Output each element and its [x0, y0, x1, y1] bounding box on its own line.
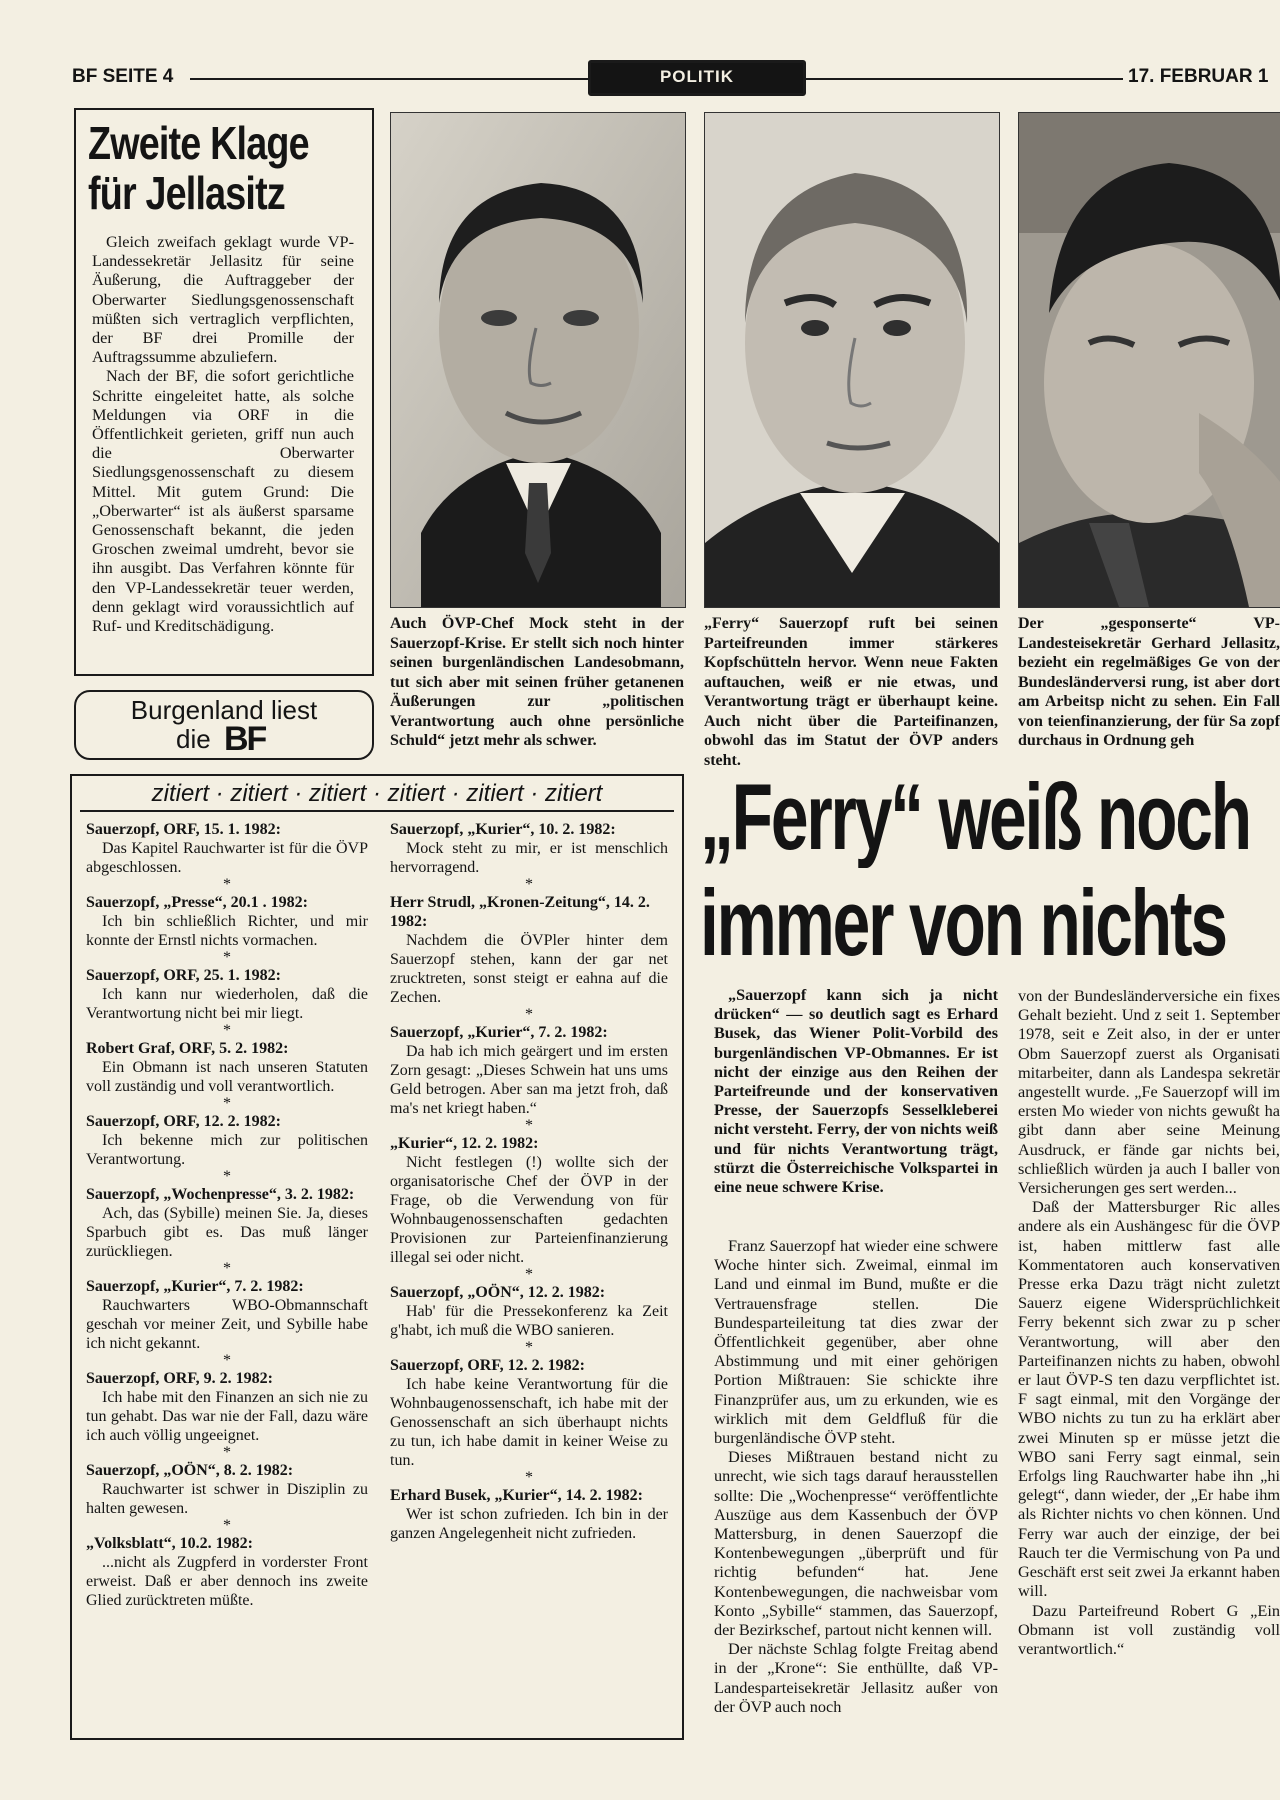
klage-paragraph: Nach der BF, die sofort gerichtliche Schritte eingeleitet hatte, als solche Meldungen via ORF in die Öffentlichkeit gerieten, griff nun auch die Oberwarter Siedlungsgenossenschaft zu diesem Mittel. Mit gutem Grund: Die „Oberwarter“ ist als äußerst sparsame Genossenschaft bekannt, die jeden Groschen zweimal umdreht, bevor sie ihn ausgibt. Das Verfahren könnte für den VP-Landessekretär teuer werden, denn geklagt wird voraussichtlich auf Ruf- und Kreditschädigung. [92, 366, 354, 636]
quote-item [390, 893, 668, 1007]
quote-item [86, 1185, 368, 1261]
main-lead [714, 986, 998, 1197]
quote-source: Sauerzopf, „Wochenpresse“, 3. 2. 1982: [86, 1186, 355, 1203]
portrait-jellasitz-image [1019, 113, 1280, 607]
quote-item [86, 1534, 368, 1610]
zitiert-box [70, 774, 684, 1740]
quote-text: Nachdem die ÖVPler hinter dem Sauerzopf stehen, kann der gar net zrucktreten, sonst steigt er eahna auf die Zechen. [390, 932, 668, 1006]
quote-text: Das Kapitel Rauchwarter ist für die ÖVP abgeschlossen. [86, 840, 368, 876]
quote-item [86, 1369, 368, 1445]
quote-item [390, 1023, 668, 1118]
quote-text: Ich bin schließlich Richter, und mir konnte der Ernstl nichts vormachen. [86, 913, 368, 949]
quote-separator-star: * [223, 1260, 231, 1277]
zitiert-column-2 [390, 820, 668, 1543]
quote-separator-star: * [525, 1117, 533, 1134]
quote-source: Sauerzopf, „OÖN“, 12. 2. 1982: [390, 1284, 606, 1301]
quote-source: Herr Strudl, „Kronen-Zeitung“, 14. 2. 1982: [390, 894, 650, 930]
quote-source: Erhard Busek, „Kurier“, 14. 2. 1982: [390, 1487, 643, 1504]
quote-item [390, 1134, 668, 1267]
caption-sauerzopf: „Ferry“ Sauerzopf ruft bei seinen Parteifreunden immer stärkeres Kopfschütteln hervor. Wenn neue Fakten auftauchen, weiß er nie etwas, und Verantwortung trägt er überhaupt keine. Auch nicht über die Parteifinanzen, obwohl das im Statut der ÖVP anders steht. [704, 615, 998, 769]
quote-source: Sauerzopf, „Kurier“, 10. 2. 1982: [390, 821, 616, 838]
quote-separator-star: * [223, 1022, 231, 1039]
quote-source: Sauerzopf, ORF, 15. 1. 1982: [86, 821, 281, 838]
main-headline-line1: „Ferry“ weiß noch [700, 768, 1250, 868]
quote-source: Sauerzopf, ORF, 12. 2. 1982: [86, 1113, 281, 1130]
promo-box [74, 690, 374, 760]
page-number: BF SEITE 4 [72, 66, 174, 87]
quote-source: „Kurier“, 12. 2. 1982: [390, 1135, 539, 1152]
quote-separator-star: * [223, 949, 231, 966]
article-paragraph: Dieses Mißtrauen bestand nicht zu unrecht, wie sich tags darauf herausstellen sollte: Die „Wochenpresse“ veröffentlichte Auszüge aus dem Kassenbuch der ÖVP Mattersburg, in denen Sauerzopf die Kontenbewegungen „überprüft und für richtig befunden“ hat. Jene Kontenbewegungen, die nachweisbar vom Konto „Sybille“ stammen, das Sauerzopf, der Bezirkschef, partout nicht kennen will. [714, 1447, 998, 1640]
header-rule-left [190, 78, 588, 80]
issue-date: 17. FEBRUAR 1 [1128, 66, 1269, 87]
main-headline-2 [700, 874, 1280, 974]
quote-text: Ich habe mit den Finanzen an sich nie zu tun gehabt. Das war nie der Fall, dazu wäre ich auch völlig ungeeignet. [86, 1389, 368, 1444]
klage-headline-line1: Zweite Klage [88, 117, 309, 169]
quote-text: Hab' für die Pressekonferenz ka Zeit g'habt, ich muß die WBO sanieren. [390, 1303, 668, 1339]
quote-text: Ein Obmann ist nach unseren Statuten voll zuständig und voll verantwortlich. [86, 1059, 368, 1095]
article-paragraph: von der Bundesländerversiche ein fixes Gehalt bezieht. Und z seit 1. September 1978, seit e Zeit also, in der er unter Obm Sauerzopf zuerst als Organisati mitarbeiter, dann als Landespa sekretär angestellt wurde. „Fe Sauerzopf will im ersten Mo wieder von nichts gewußt ha gibt dann aber seine Meinung Ausdruck, er fände gar nichts bei, schließlich würden ja auch I baller von Versicherungen ges sert werden... [1018, 986, 1280, 1198]
quote-text: ...nicht als Zugpferd in vorderster Front erweist. Daß er aber dennoch ins zweite Glied zurücktreten müßte. [86, 1554, 368, 1609]
quote-item [86, 1277, 368, 1353]
quote-text: Ich kann nur wiederholen, daß die Verantwortung nicht bei mir liegt. [86, 986, 368, 1022]
main-headline [700, 768, 1280, 868]
quote-item [86, 1112, 368, 1169]
portrait-sauerzopf-image [705, 113, 999, 607]
quote-source: Sauerzopf, ORF, 12. 2. 1982: [390, 1357, 585, 1374]
zitiert-rule [80, 810, 674, 812]
quote-separator-star: * [223, 1352, 231, 1369]
quote-separator-star: * [525, 1266, 533, 1283]
quote-text: Mock steht zu mir, er ist menschlich hervorragend. [390, 840, 668, 876]
quote-separator-star: * [525, 1469, 533, 1486]
klage-box [74, 108, 374, 676]
quote-source: Sauerzopf, „Presse“, 20.1 . 1982: [86, 894, 308, 911]
main-column-2 [1018, 986, 1280, 1746]
main-column-1 [714, 1236, 998, 1716]
zitiert-column-1 [86, 820, 368, 1610]
quote-source: Sauerzopf, „OÖN“, 8. 2. 1982: [86, 1462, 294, 1479]
portrait-mock-image [391, 113, 685, 607]
article-paragraph: Der nächste Schlag folgte Freitag abend in der „Krone“: Sie enthüllte, daß VP-Landesparteisekretär Jellasitz außer von der ÖVP auch noch [714, 1639, 998, 1716]
quote-item [86, 1461, 368, 1518]
quote-item [390, 1283, 668, 1340]
quote-text: Ich bekenne mich zur politischen Verantwortung. [86, 1132, 368, 1168]
quote-separator-star: * [223, 1517, 231, 1534]
promo-line1: Burgenland liest [130, 695, 318, 725]
photo-sauerzopf [704, 112, 1000, 608]
quote-source: Sauerzopf, ORF, 25. 1. 1982: [86, 967, 281, 984]
quote-item [390, 820, 668, 877]
quote-separator-star: * [223, 876, 231, 893]
quote-separator-star: * [223, 1168, 231, 1185]
quote-source: Sauerzopf, „Kurier“, 7. 2. 1982: [390, 1024, 608, 1041]
klage-body [92, 232, 354, 635]
quote-source: „Volksblatt“, 10.2. 1982: [86, 1535, 253, 1552]
quote-text: Ach, das (Sybille) meinen Sie. Ja, dieses Sparbuch gibt es. Das muß länger zurückliegen. [86, 1205, 368, 1260]
quote-item [390, 1356, 668, 1470]
caption-mock: Auch ÖVP-Chef Mock steht in der Sauerzopf-Krise. Er stellt sich noch hinter seinen burgenländischen Landesobmann, tut sich aber mit seinen früher getanenen Äußerungen zur „politischen Verantwortung auch ohne persönliche Schuld“ jetzt mehr als schwer. [390, 615, 684, 749]
quote-separator-star: * [525, 876, 533, 893]
quote-text: Nicht festlegen (!) wollte sich der organisatorische Chef der ÖVP in der Frage, ob die Verwendung von für Wohnbaugenossenschaften gedachten Provisionen zur Parteienfinanzierung illegal sei oder nicht. [390, 1154, 668, 1266]
caption-jellasitz: Der „gesponserte“ VP-Landesteisekretär Gerhard Jellasitz, bezieht ein regelmäßiges Ge von der Bundesländerversi rung, ist aber dort am Arbeitsp nicht zu sehen. Ein Fall von teienfinanzierung, der für Sa zopf durchaus in Ordnung geh [1018, 615, 1280, 749]
quote-text: Da hab ich mich geärgert und im ersten Zorn gesagt: „Dieses Schwein hat uns ums Geld betrogen. Aber san ma jetzt froh, daß ma's net kriegt haben.“ [390, 1043, 668, 1117]
promo-line2: die [176, 724, 211, 754]
quote-item [390, 1486, 668, 1543]
klage-headline-line2: für Jellasitz [88, 167, 285, 219]
section-label: POLITIK [588, 60, 806, 96]
klage-headline [88, 118, 368, 218]
quote-separator-star: * [525, 1339, 533, 1356]
photo-mock [390, 112, 686, 608]
quote-item [86, 1039, 368, 1096]
quote-separator-star: * [525, 1006, 533, 1023]
article-paragraph: Franz Sauerzopf hat wieder eine schwere Woche hinter sich. Zweimal, einmal im Land und einmal im Bund, mußte er die Vertrauensfrage stellen. Die Bundesparteileitung tat dies zwar der Öffentlichkeit gegenüber, aber ohne Abstimmung und mit einer gehörigen Portion Mißtrauen: Sie schickte ihre Finanzprüfer aus, um zu erkunden, wie es wirklich mit dem Geldfluß für die burgenländische ÖVP steht. [714, 1236, 998, 1448]
header-rule-right [803, 78, 1123, 80]
photo-jellasitz [1018, 112, 1280, 608]
article-paragraph: Dazu Parteifreund Robert G „Ein Obmann ist voll zuständig voll verantwortlich.“ [1018, 1600, 1280, 1658]
quote-text: Wer ist schon zufrieden. Ich bin in der ganzen Angelegenheit nicht zufrieden. [390, 1506, 668, 1542]
quote-item [86, 893, 368, 950]
lead-paragraph: „Sauerzopf kann sich ja nicht drücken“ — so deutlich sagt es Erhard Busek, das Wiener Polit-Vorbild des burgenländischen VP-Obmannes. Er ist nicht der einzige aus den Reihen der Parteifreunde und der konservativen Presse, der Sauerzopfs Sesselkleberei nicht versteht. Ferry, der von nichts weiß und für nichts Verantwortung trägt, stürzt die Österreichische Volkspartei in eine neue schwere Krise. [714, 986, 998, 1197]
quote-item [86, 966, 368, 1023]
quote-separator-star: * [223, 1095, 231, 1112]
quote-separator-star: * [223, 1444, 231, 1461]
quote-source: Sauerzopf, „Kurier“, 7. 2. 1982: [86, 1278, 304, 1295]
quote-text: Rauchwarter ist schwer in Disziplin zu halten gewesen. [86, 1481, 368, 1517]
klage-paragraph: Gleich zweifach geklagt wurde VP-Landessekretär Jellasitz für seine Äußerung, die Auftraggeber der Oberwarter Siedlungsgenossenschaft müßten sich vertraglich verpflichten, der BF drei Promille der Auftragssumme abzuliefern. [92, 232, 354, 367]
quote-text: Ich habe keine Verantwortung für die Wohnbaugenossenschaft, ich habe mit der Genossenschaft an sich überhaupt nichts zu tun, ich habe damit in keiner Weise zu tun. [390, 1376, 668, 1469]
article-paragraph: Daß der Mattersburger Ric alles andere als ein Aushängesc für die ÖVP ist, haben mittlerw fast alle Kommentatoren auch konservativen Presse erka Dazu trägt nicht zuletzt Sauerz eigene Widersprüchlichkeit Ferry bekennt sich zwar zu p scher Verantwortung, will aber den Parteifinanzen nichts zu haben, obwohl er laut ÖVP-S ten dazu verpflichtet ist. F sagt einmal, mit den Vorgänge der WBO nichts zu tun zu ha erklärt aber zwei Minuten sp er müsse jetzt die WBO sani Ferry sagt einmal, sein Erfolgs ling Rauchwarter habe ihn „hi gelegt“, dann wieder, der „Er habe ihm als Richter nichts vo chen können. Und Ferry war auch der einzige, der bei Rauch ter die Vermischung von Pa und Geschäft erst seit zwei Ja erkannt haben will. [1018, 1197, 1280, 1601]
quote-text: Rauchwarters WBO-Obmannschaft geschah vor meiner Zeit, und Sybille habe ich nicht gekannt. [86, 1297, 368, 1352]
quote-item [86, 820, 368, 877]
main-headline-line2: immer von nichts [700, 874, 1226, 974]
quote-source: Sauerzopf, ORF, 9. 2. 1982: [86, 1370, 273, 1387]
quote-source: Robert Graf, ORF, 5. 2. 1982: [86, 1040, 289, 1057]
zitiert-banner: zitiert · zitiert · zitiert · zitiert · zitiert · zitiert [151, 780, 603, 807]
bf-logo: BF [224, 720, 266, 758]
